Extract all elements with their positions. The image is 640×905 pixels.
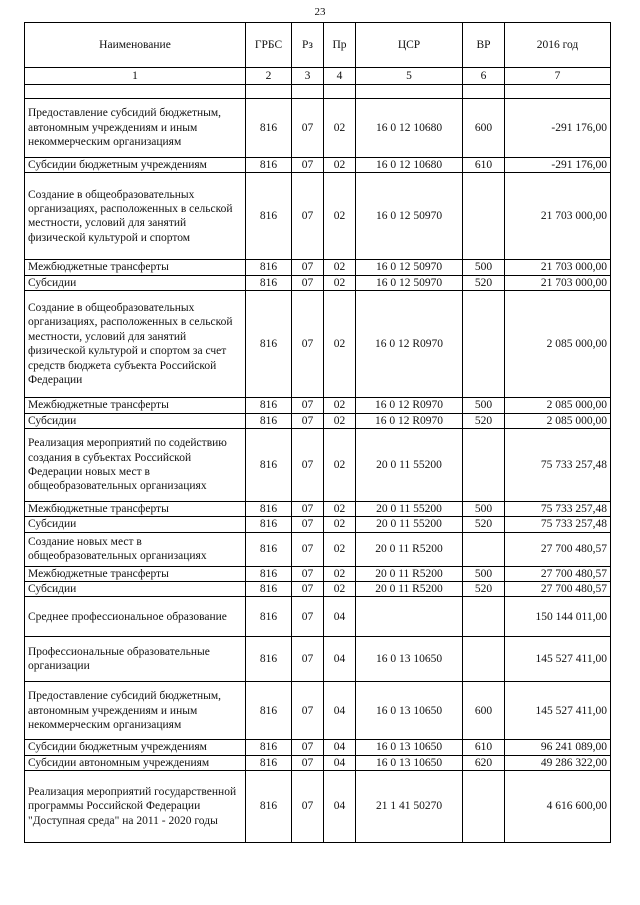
row-vr: 500 xyxy=(463,501,505,516)
row-name: Субсидии xyxy=(25,582,246,597)
row-name: Среднее профессиональное образование xyxy=(25,597,246,637)
row-csr: 21 1 41 50270 xyxy=(356,771,463,843)
row-csr: 16 0 12 50970 xyxy=(356,173,463,260)
row-vr: 620 xyxy=(463,755,505,770)
table-row xyxy=(25,597,611,637)
row-pr: 02 xyxy=(324,275,356,290)
row-name: Создание в общеобразовательных организациях, расположенных в сельской местности, условий для занятий физической культурой и спортом за счет средств бюджета субъекта Российской Федерации xyxy=(25,291,246,398)
row-grbs: 816 xyxy=(246,413,292,428)
row-amount: 75 733 257,48 xyxy=(505,428,611,501)
header-name: Наименование xyxy=(25,23,246,68)
row-amount: 27 700 480,57 xyxy=(505,566,611,581)
row-vr: 520 xyxy=(463,413,505,428)
row-csr: 16 0 12 50970 xyxy=(356,275,463,290)
row-amount: 27 700 480,57 xyxy=(505,582,611,597)
row-name: Межбюджетные трансферты xyxy=(25,501,246,516)
row-rz: 07 xyxy=(292,275,324,290)
row-pr: 02 xyxy=(324,291,356,398)
table-row xyxy=(25,158,611,173)
row-vr: 520 xyxy=(463,517,505,532)
table-row xyxy=(25,173,611,260)
row-name: Субсидии xyxy=(25,517,246,532)
row-amount: 150 144 011,00 xyxy=(505,597,611,637)
row-vr: 500 xyxy=(463,398,505,413)
row-grbs: 816 xyxy=(246,501,292,516)
row-pr: 02 xyxy=(324,173,356,260)
row-name: Межбюджетные трансферты xyxy=(25,566,246,581)
column-number-row xyxy=(25,68,611,85)
row-name: Субсидии автономным учреждениям xyxy=(25,755,246,770)
header-rz: Рз xyxy=(292,23,324,68)
table-row xyxy=(25,291,611,398)
row-pr: 04 xyxy=(324,740,356,755)
budget-table xyxy=(24,22,611,843)
row-pr: 02 xyxy=(324,99,356,158)
row-rz: 07 xyxy=(292,501,324,516)
row-name: Предоставление субсидий бюджетным, автономным учреждениям и иным некоммерческим организациям xyxy=(25,682,246,740)
spacer-cell xyxy=(463,85,505,99)
row-csr: 16 0 13 10650 xyxy=(356,755,463,770)
spacer-cell xyxy=(292,85,324,99)
table-row xyxy=(25,501,611,516)
column-number: 5 xyxy=(356,68,463,85)
row-grbs: 816 xyxy=(246,566,292,581)
row-amount: 21 703 000,00 xyxy=(505,260,611,275)
row-grbs: 816 xyxy=(246,291,292,398)
row-name: Реализация мероприятий государственной программы Российской Федерации "Доступная среда" на 2011 - 2020 годы xyxy=(25,771,246,843)
row-amount: 145 527 411,00 xyxy=(505,682,611,740)
row-grbs: 816 xyxy=(246,275,292,290)
column-number: 7 xyxy=(505,68,611,85)
row-name: Субсидии xyxy=(25,275,246,290)
row-name: Межбюджетные трансферты xyxy=(25,260,246,275)
row-amount: 49 286 322,00 xyxy=(505,755,611,770)
row-amount: 21 703 000,00 xyxy=(505,275,611,290)
row-amount: -291 176,00 xyxy=(505,99,611,158)
row-rz: 07 xyxy=(292,99,324,158)
column-number: 1 xyxy=(25,68,246,85)
row-rz: 07 xyxy=(292,682,324,740)
table-row xyxy=(25,260,611,275)
row-vr: 500 xyxy=(463,260,505,275)
table-row xyxy=(25,99,611,158)
spacer-cell xyxy=(356,85,463,99)
row-csr: 20 0 11 R5200 xyxy=(356,532,463,566)
column-number: 3 xyxy=(292,68,324,85)
row-csr: 16 0 13 10650 xyxy=(356,637,463,682)
row-grbs: 816 xyxy=(246,158,292,173)
row-vr xyxy=(463,637,505,682)
row-grbs: 816 xyxy=(246,260,292,275)
page-number: 23 xyxy=(314,6,326,18)
row-amount: 27 700 480,57 xyxy=(505,532,611,566)
table-row xyxy=(25,275,611,290)
row-csr: 16 0 12 R0970 xyxy=(356,413,463,428)
table-row xyxy=(25,740,611,755)
row-grbs: 816 xyxy=(246,517,292,532)
header-grbs: ГРБС xyxy=(246,23,292,68)
row-vr: 520 xyxy=(463,275,505,290)
row-rz: 07 xyxy=(292,637,324,682)
row-amount: 75 733 257,48 xyxy=(505,501,611,516)
spacer-cell xyxy=(324,85,356,99)
table-row xyxy=(25,532,611,566)
row-vr: 610 xyxy=(463,158,505,173)
row-rz: 07 xyxy=(292,173,324,260)
row-pr: 02 xyxy=(324,501,356,516)
row-rz: 07 xyxy=(292,260,324,275)
table-row xyxy=(25,398,611,413)
row-rz: 07 xyxy=(292,158,324,173)
row-grbs: 816 xyxy=(246,755,292,770)
row-name: Создание в общеобразовательных организациях, расположенных в сельской местности, условий для занятий физической культурой и спортом xyxy=(25,173,246,260)
row-amount: 2 085 000,00 xyxy=(505,291,611,398)
row-pr: 02 xyxy=(324,260,356,275)
row-vr xyxy=(463,428,505,501)
table-row xyxy=(25,566,611,581)
table-row xyxy=(25,413,611,428)
row-rz: 07 xyxy=(292,582,324,597)
spacer-row xyxy=(25,85,611,99)
row-vr: 600 xyxy=(463,682,505,740)
row-csr: 16 0 12 50970 xyxy=(356,260,463,275)
spacer-cell xyxy=(505,85,611,99)
row-rz: 07 xyxy=(292,755,324,770)
row-amount: -291 176,00 xyxy=(505,158,611,173)
row-vr: 500 xyxy=(463,566,505,581)
row-csr: 20 0 11 R5200 xyxy=(356,566,463,581)
row-name: Профессиональные образовательные организации xyxy=(25,637,246,682)
row-vr xyxy=(463,771,505,843)
row-rz: 07 xyxy=(292,428,324,501)
row-name: Реализация мероприятий по содействию создания в субъектах Российской Федерации новых мест в общеобразовательных организациях xyxy=(25,428,246,501)
header-row xyxy=(25,23,611,68)
row-amount: 75 733 257,48 xyxy=(505,517,611,532)
row-rz: 07 xyxy=(292,291,324,398)
row-amount: 21 703 000,00 xyxy=(505,173,611,260)
table-row xyxy=(25,771,611,843)
row-grbs: 816 xyxy=(246,771,292,843)
row-rz: 07 xyxy=(292,597,324,637)
row-rz: 07 xyxy=(292,771,324,843)
row-csr: 16 0 12 R0970 xyxy=(356,291,463,398)
row-pr: 02 xyxy=(324,582,356,597)
header-year: 2016 год xyxy=(505,23,611,68)
row-pr: 02 xyxy=(324,398,356,413)
row-csr: 20 0 11 55200 xyxy=(356,428,463,501)
row-csr xyxy=(356,597,463,637)
row-csr: 16 0 12 10680 xyxy=(356,158,463,173)
header-csr: ЦСР xyxy=(356,23,463,68)
row-vr xyxy=(463,173,505,260)
row-vr: 600 xyxy=(463,99,505,158)
row-vr xyxy=(463,597,505,637)
row-vr xyxy=(463,532,505,566)
row-pr: 04 xyxy=(324,682,356,740)
header-vr: ВР xyxy=(463,23,505,68)
row-pr: 02 xyxy=(324,158,356,173)
row-csr: 20 0 11 R5200 xyxy=(356,582,463,597)
row-csr: 20 0 11 55200 xyxy=(356,501,463,516)
row-grbs: 816 xyxy=(246,398,292,413)
row-rz: 07 xyxy=(292,413,324,428)
row-grbs: 816 xyxy=(246,532,292,566)
row-amount: 145 527 411,00 xyxy=(505,637,611,682)
row-name: Создание новых мест в общеобразовательных организациях xyxy=(25,532,246,566)
row-name: Предоставление субсидий бюджетным, автономным учреждениям и иным некоммерческим организациям xyxy=(25,99,246,158)
row-vr xyxy=(463,291,505,398)
row-rz: 07 xyxy=(292,532,324,566)
table-row xyxy=(25,517,611,532)
row-csr: 20 0 11 55200 xyxy=(356,517,463,532)
row-amount: 4 616 600,00 xyxy=(505,771,611,843)
spacer-cell xyxy=(25,85,246,99)
row-amount: 2 085 000,00 xyxy=(505,413,611,428)
row-grbs: 816 xyxy=(246,637,292,682)
row-rz: 07 xyxy=(292,398,324,413)
column-number: 4 xyxy=(324,68,356,85)
row-csr: 16 0 12 10680 xyxy=(356,99,463,158)
row-rz: 07 xyxy=(292,517,324,532)
row-vr: 520 xyxy=(463,582,505,597)
row-name: Субсидии бюджетным учреждениям xyxy=(25,158,246,173)
row-grbs: 816 xyxy=(246,682,292,740)
row-rz: 07 xyxy=(292,566,324,581)
header-pr: Пр xyxy=(324,23,356,68)
row-csr: 16 0 13 10650 xyxy=(356,740,463,755)
row-amount: 2 085 000,00 xyxy=(505,398,611,413)
row-pr: 02 xyxy=(324,532,356,566)
row-amount: 96 241 089,00 xyxy=(505,740,611,755)
table-row xyxy=(25,637,611,682)
row-csr: 16 0 13 10650 xyxy=(356,682,463,740)
row-pr: 02 xyxy=(324,413,356,428)
row-grbs: 816 xyxy=(246,173,292,260)
row-grbs: 816 xyxy=(246,99,292,158)
row-rz: 07 xyxy=(292,740,324,755)
row-pr: 02 xyxy=(324,566,356,581)
column-number: 2 xyxy=(246,68,292,85)
row-grbs: 816 xyxy=(246,740,292,755)
table-row xyxy=(25,682,611,740)
table-row xyxy=(25,428,611,501)
row-pr: 04 xyxy=(324,755,356,770)
row-pr: 02 xyxy=(324,517,356,532)
row-name: Субсидии бюджетным учреждениям xyxy=(25,740,246,755)
row-vr: 610 xyxy=(463,740,505,755)
row-name: Субсидии xyxy=(25,413,246,428)
table-row xyxy=(25,582,611,597)
row-grbs: 816 xyxy=(246,582,292,597)
spacer-cell xyxy=(246,85,292,99)
table-row xyxy=(25,755,611,770)
row-csr: 16 0 12 R0970 xyxy=(356,398,463,413)
column-number: 6 xyxy=(463,68,505,85)
row-name: Межбюджетные трансферты xyxy=(25,398,246,413)
row-pr: 02 xyxy=(324,428,356,501)
row-pr: 04 xyxy=(324,637,356,682)
row-pr: 04 xyxy=(324,771,356,843)
row-grbs: 816 xyxy=(246,428,292,501)
row-pr: 04 xyxy=(324,597,356,637)
row-grbs: 816 xyxy=(246,597,292,637)
